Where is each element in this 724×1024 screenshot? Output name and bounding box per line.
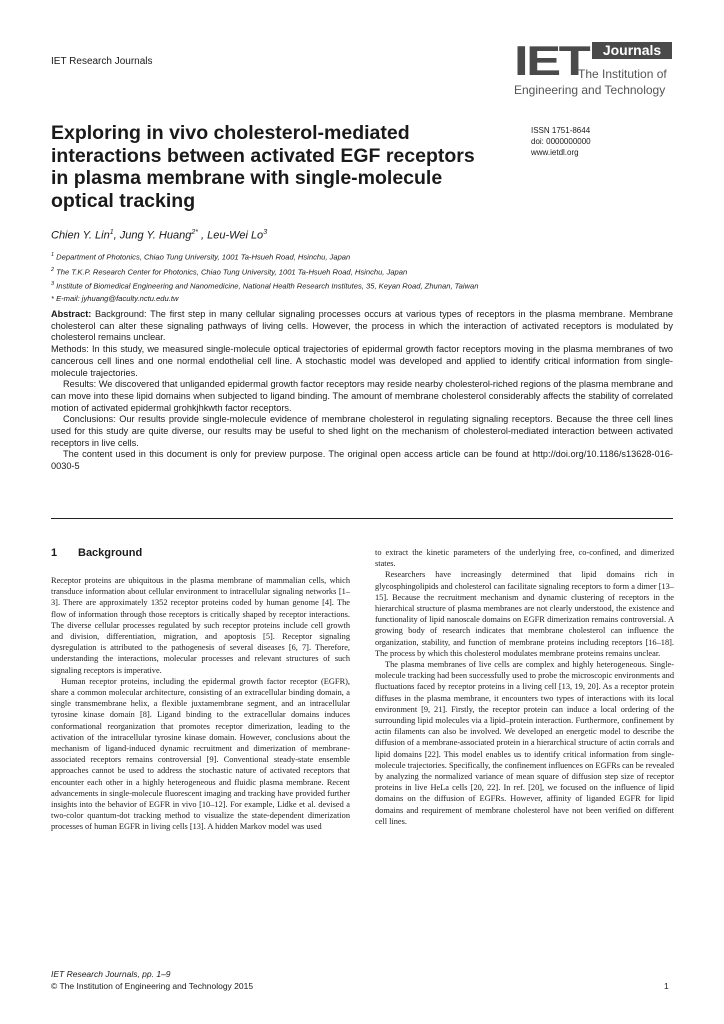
publication-meta — [531, 125, 591, 158]
abstract-note: The content used in this document is only for preview purpose. The original open access article can be found at http://doi.org/10.1186/s13628-016-0030-5 — [51, 449, 673, 472]
logo-journals-label: Journals — [592, 42, 672, 59]
paragraph: Researchers have increasingly determined that lipid domains rich in glycosphingolipids and cholesterol can facilitate signaling receptors to form a dimer [13–15]. Because the recruitment mechanism and dynamic clustering of receptors in the hierarchical structure of plasma membranes are not clearly understood, the existence and functionality of lipid nanoscale domains on EGFR dimerization remains controversial. A growing body of research indicates that membrane cholesterol can influence the organization, stability, and function of membrane proteins including receptors [16–18]. The process by which this cholesterol modulates membrane proteins remains unclear. — [375, 570, 674, 658]
author-name: Jung Y. Huang — [119, 229, 192, 242]
author-list — [51, 229, 267, 242]
logo-mark: IET — [514, 37, 589, 84]
author-affil-mark: 1 — [109, 229, 114, 236]
affiliation-text: Department of Photonics, Chiao Tung University, 1001 Ta-Hsueh Road, Hsinchu, Japan — [54, 252, 351, 262]
affiliation — [51, 278, 478, 293]
affiliation-text: The T.K.P. Research Center for Photonics, Chiao Tung University, 1001 Ta-Hsueh Road, Hsinchu, Japan — [54, 267, 408, 277]
affiliation — [51, 264, 478, 279]
affiliation-text: Institute of Biomedical Engineering and Nanomedicine, National Health Research Institutes, 35, Keyan Road, Zhunan, Taiwan — [54, 281, 479, 291]
journal-header: IET Research Journals — [51, 56, 153, 67]
abstract-divider — [51, 518, 673, 519]
affiliation-mark: 3 — [51, 281, 55, 288]
affiliations — [51, 249, 478, 305]
page-number: 1 — [664, 981, 669, 991]
author-name: Chien Y. Lin — [51, 229, 110, 242]
corresponding-email[interactable]: * E-mail: jyhuang@faculty.nctu.edu.tw — [51, 293, 179, 303]
paragraph: to extract the kinetic parameters of the underlying free, co-confined, and dimerized states. — [375, 548, 674, 569]
abstract-conclusions: Conclusions: Our results provide single-molecule evidence of membrane cholesterol in regulating signaling receptors. Because the three cell lines used for this study are quite diverse, our results may be useful to shed light on the mechanism of cholesterol-mediated interaction between activated receptors in live cells. — [51, 414, 673, 448]
affiliation — [51, 249, 478, 264]
paragraph: Human receptor proteins, including the epidermal growth factor receptor (EGFR), share a common molecular architecture, consisting of an extracellular binding domain, a single transmembrane helix, a flexible juxtamembrane segment, and an intracellular tyrosine kinase domain [8]. Ligand binding to the extracellular domains induces conformational reorganization that promotes receptor dimerization, leading to the activation of the intracellular tyrosine kinase domain. However, conclusions about the mechanism of ligand-induced dynamic recruitment and dimerization of membrane-associated receptors remains controversial [9]. Conventional steady-state ensemble approaches cannot be used to address the stochastic nature of activated receptors that encounter each other in a highly heterogeneous and fluidic plasma membrane. Recent advancements in single-molecule fluorescent imaging and tracking have provided further insights into the behavior of EGFR in vivo [10–12]. For example, Lidke et al. devised a two-color quantum-dot tracking method to visualize the state-dependent dimerization processes of human EGFR in living cells [13]. A hidden Markov model was used — [51, 676, 350, 832]
abstract — [51, 309, 673, 473]
section-number: 1 — [51, 547, 58, 559]
author-affil-mark: 2* — [191, 229, 198, 236]
affiliation-mark: 1 — [51, 252, 55, 258]
abstract-results: Results: We discovered that unliganded epidermal growth factor receptors may reside nearby cholesterol-riched regions of the plasma membrane and can move into these lipid domains when subjected to ligand binding. The amount of membrane cholesterol considerably affects the stability of correlated motion of activated epidermal grohkjhkwth factor receptors. — [51, 379, 673, 413]
author-name: Leu-Wei Lo — [207, 229, 264, 242]
abstract-methods: Methods: In this study, we measured single-molecule optical trajectories of epidermal growth factor receptors moving in the plasma membranes of two cancerous cell lines and one normal endothelial cell line. A stochastic model was developed and applied to identify critical information from single-molecule trajectories. — [51, 344, 673, 378]
logo-institution-line2: Engineering and Technology — [514, 83, 666, 97]
logo-institution-line1: The Institution of — [578, 67, 667, 81]
doi: doi: 0000000000 — [531, 137, 591, 146]
author-separator: , — [113, 229, 120, 242]
body-column-left — [51, 575, 350, 833]
paper-title: Exploring in vivo cholesterol-mediated interactions between activated EGF receptors in plasma membrane with single-molecule optical tracking — [51, 122, 475, 212]
paragraph: Receptor proteins are ubiquitous in the plasma membrane of mammalian cells, which transduce information about cellular environment to intracellular signaling networks [1–3]. There are approximately 1352 receptor proteins coded by human genome [4]. The flow of information through those receptors is critically shaped by receptor interactions. The diverse cellular processes regulated by such receptor proteins include cell growth and division, differentiation, migration, and apoptosis [5]. Receptor signaling dysregulation is attributed to the pathogenesis of several diseases [6, 7]. Therefore, understanding the interactions, molecular processes and relevant structures of such signaling receptors is imperative. — [51, 576, 350, 675]
affiliation-mark: 2 — [51, 266, 55, 273]
issn: ISSN 1751-8644 — [531, 126, 591, 135]
paragraph: The plasma membranes of live cells are complex and highly heterogeneous. Single-molecule tracking had been successfully used to probe the microscopic environments and fluctuations faced by receptor proteins in a living cell [13, 19, 20]. As a receptor protein diffuses in the plasma membrane, it encounters two types of interactions with its local environment [9, 21]. Firstly, the receptor protein can induce a local ordering of the surrounding lipid molecules via a lipid–protein interaction. Furthermore, confinement by actin filaments can also be involved. We developed an energetic model to describe the diffusion of a membrane-associated protein in a hierarchical structure of actin corrals and lipid domains [22]. This model enables us to identify critical information from single-molecule trajectories. Specifically, the confinement influences on EGFRs can be revealed by analyzing the normalized variance of mean square of diffusion step size of receptor proteins in live HeLa cells [20, 22]. In ref. [20], we focused on the influence of lipid domains on the diffusion of EGFRs. However, affinity of liganded EGFR for lipid domains and requirement of membrane cholesterol have not been verified on different cell lines. — [375, 660, 674, 826]
author-affil-mark: 3 — [263, 229, 268, 236]
section-heading — [51, 547, 142, 559]
body-column-right — [375, 547, 674, 827]
footer-copyright: © The Institution of Engineering and Technology 2015 — [51, 980, 254, 991]
iet-logo — [514, 37, 674, 100]
abstract-background: Abstract: Background: The first step in many cellular signaling processes occurs at various types of receptors in the plasma membrane. Membrane cholesterol can alter these signaling pathways of living cells. However, the process in which the interaction of activated receptors is modulated by cholesterol remains unclear. — [51, 309, 673, 343]
section-title: Background — [78, 547, 143, 559]
journal-url[interactable]: www.ietdl.org — [531, 148, 579, 157]
author-separator: , — [197, 229, 208, 242]
abstract-label: Abstract: — [51, 309, 92, 319]
page-footer — [51, 969, 253, 992]
footer-journal-pages: IET Research Journals, pp. 1–9 — [51, 969, 171, 979]
